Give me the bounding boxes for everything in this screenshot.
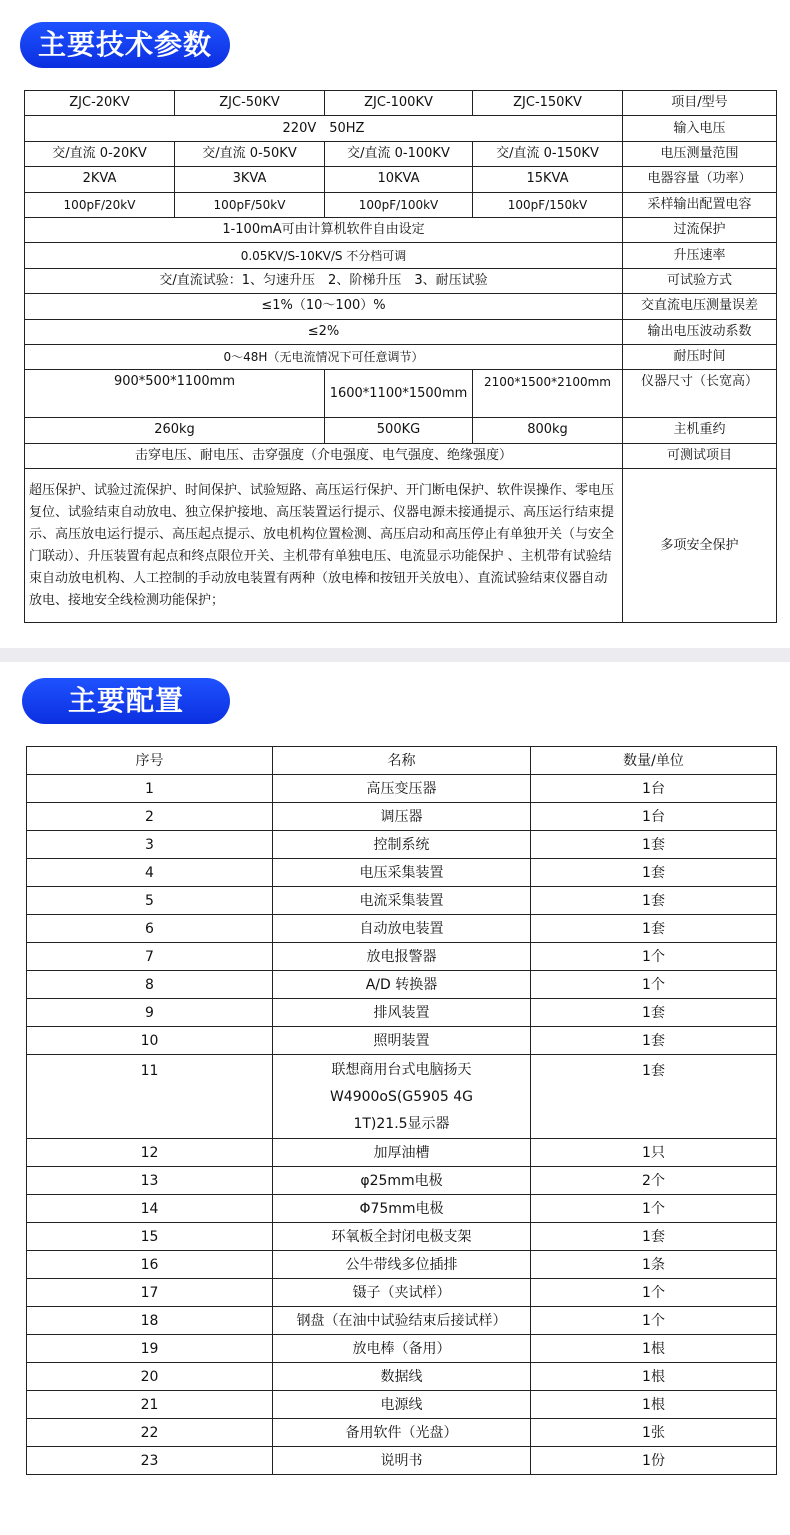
table-row <box>27 859 777 887</box>
item-name: 电压采集装置 <box>273 859 531 887</box>
item-name: 电流采集装置 <box>273 887 531 915</box>
value-cell: ≤2% <box>25 319 623 344</box>
table-row <box>27 1055 777 1139</box>
table-row <box>27 1139 777 1167</box>
item-name: 钢盘（在油中试验结束后接试样） <box>273 1307 531 1335</box>
value-cell: 0.05KV/S-10KV/S 不分档可调 <box>25 243 623 268</box>
row-number: 1 <box>27 775 273 803</box>
table-row <box>27 1279 777 1307</box>
row-number: 15 <box>27 1223 273 1251</box>
item-name: 排风装置 <box>273 999 531 1027</box>
row-label: 项目/型号 <box>623 91 777 116</box>
item-quantity: 1套 <box>531 1223 777 1251</box>
item-name: 调压器 <box>273 803 531 831</box>
row-label: 可试验方式 <box>623 268 777 293</box>
value-cell: 交/直流 0-20KV <box>25 141 175 166</box>
item-name: 公牛带线多位插排 <box>273 1251 531 1279</box>
table-row <box>25 443 777 468</box>
row-label: 输入电压 <box>623 116 777 141</box>
table-row <box>27 1447 777 1475</box>
column-header: 序号 <box>27 747 273 775</box>
model-cell: ZJC-20KV <box>25 91 175 116</box>
item-quantity: 1根 <box>531 1363 777 1391</box>
value-cell: 3KVA <box>175 167 325 192</box>
item-quantity: 1张 <box>531 1419 777 1447</box>
value-cell: 260kg <box>25 418 325 443</box>
table-row <box>27 775 777 803</box>
item-quantity: 1个 <box>531 1195 777 1223</box>
item-quantity: 1只 <box>531 1139 777 1167</box>
row-number: 7 <box>27 943 273 971</box>
value-cell: ≤1%（10～100）% <box>25 294 623 319</box>
row-label: 主机重约 <box>623 418 777 443</box>
row-number: 14 <box>27 1195 273 1223</box>
value-cell: 900*500*1100mm <box>25 370 325 418</box>
item-name: 高压变压器 <box>273 775 531 803</box>
table-row <box>27 999 777 1027</box>
row-number: 2 <box>27 803 273 831</box>
row-label: 可测试项目 <box>623 443 777 468</box>
table-row <box>27 1307 777 1335</box>
row-number: 13 <box>27 1167 273 1195</box>
row-number: 10 <box>27 1027 273 1055</box>
value-cell: 1-100mA可由计算机软件自由设定 <box>25 217 623 242</box>
table-row <box>25 217 777 242</box>
table-row <box>27 971 777 999</box>
item-quantity: 1根 <box>531 1335 777 1363</box>
value-cell: 2100*1500*2100mm <box>473 370 623 418</box>
item-name: 控制系统 <box>273 831 531 859</box>
row-number: 3 <box>27 831 273 859</box>
item-name: 电源线 <box>273 1391 531 1419</box>
row-number: 21 <box>27 1391 273 1419</box>
section-title-config: 主要配置 <box>22 678 230 724</box>
value-cell: 100pF/100kV <box>325 192 473 217</box>
item-quantity: 1个 <box>531 943 777 971</box>
config-table <box>26 746 777 1475</box>
row-number: 5 <box>27 887 273 915</box>
value-cell: 10KVA <box>325 167 473 192</box>
item-quantity: 1个 <box>531 1279 777 1307</box>
model-cell: ZJC-50KV <box>175 91 325 116</box>
item-name: 自动放电装置 <box>273 915 531 943</box>
table-row <box>27 943 777 971</box>
protection-text: 超压保护、试验过流保护、时间保护、试验短路、高压运行保护、开门断电保护、软件误操作、零电压复位、试验结束自动放电、独立保护接地、高压装置运行提示、仪器电源未接通提示、高压运行结束提示、高压放电运行提示、高压起点提示、放电机构位置检测、高压启动和高压停止有单独开关（与安全门联动）、升压装置有起点和终点限位开关、主机带有单独电压、电流显示功能保护 、主机带有试验结束自动放电机构、人工控制的手动放电装置有两种（放电棒和按钮开关放电）、直流试验结束仪器自动放电、接地安全线检测功能保护； <box>25 469 623 623</box>
row-number: 4 <box>27 859 273 887</box>
table-header-row <box>27 747 777 775</box>
item-quantity: 1套 <box>531 859 777 887</box>
table-row <box>27 1027 777 1055</box>
row-number: 16 <box>27 1251 273 1279</box>
section-title-tech-params: 主要技术参数 <box>20 22 230 68</box>
table-row <box>25 294 777 319</box>
value-cell: 0～48H（无电流情况下可任意调节） <box>25 344 623 369</box>
row-number: 19 <box>27 1335 273 1363</box>
item-name: 加厚油槽 <box>273 1139 531 1167</box>
tech-params-panel <box>0 0 790 648</box>
row-label: 电压测量范围 <box>623 141 777 166</box>
table-row <box>25 370 777 418</box>
row-number: 17 <box>27 1279 273 1307</box>
item-name: 数据线 <box>273 1363 531 1391</box>
value-cell: 500KG <box>325 418 473 443</box>
item-quantity: 1套 <box>531 1055 777 1139</box>
item-name: A/D 转换器 <box>273 971 531 999</box>
table-row <box>27 915 777 943</box>
table-row <box>27 1391 777 1419</box>
row-label: 升压速率 <box>623 243 777 268</box>
model-cell: ZJC-100KV <box>325 91 473 116</box>
model-cell: ZJC-150KV <box>473 91 623 116</box>
table-row <box>25 344 777 369</box>
table-row <box>27 1195 777 1223</box>
item-quantity: 1套 <box>531 831 777 859</box>
config-panel <box>0 662 790 1535</box>
table-row <box>25 469 777 623</box>
row-number: 12 <box>27 1139 273 1167</box>
value-cell: 交/直流 0-100KV <box>325 141 473 166</box>
row-label: 采样输出配置电容 <box>623 192 777 217</box>
item-quantity: 1台 <box>531 775 777 803</box>
row-label: 多项安全保护 <box>623 469 777 623</box>
row-number: 9 <box>27 999 273 1027</box>
row-number: 6 <box>27 915 273 943</box>
value-cell: 2KVA <box>25 167 175 192</box>
item-quantity: 1套 <box>531 1027 777 1055</box>
item-name: 照明装置 <box>273 1027 531 1055</box>
table-row <box>27 831 777 859</box>
item-quantity: 1个 <box>531 1307 777 1335</box>
column-header: 名称 <box>273 747 531 775</box>
row-label: 仪器尺寸（长宽高） <box>623 370 777 418</box>
item-quantity: 1套 <box>531 999 777 1027</box>
row-label: 交直流电压测量误差 <box>623 294 777 319</box>
table-row <box>27 887 777 915</box>
table-row <box>27 1251 777 1279</box>
table-row <box>27 1335 777 1363</box>
item-quantity: 1台 <box>531 803 777 831</box>
row-number: 23 <box>27 1447 273 1475</box>
value-cell: 100pF/150kV <box>473 192 623 217</box>
tech-params-table <box>24 90 777 623</box>
row-number: 11 <box>27 1055 273 1139</box>
value-cell: 交/直流 0-150KV <box>473 141 623 166</box>
column-header: 数量/单位 <box>531 747 777 775</box>
value-cell: 100pF/50kV <box>175 192 325 217</box>
row-number: 18 <box>27 1307 273 1335</box>
table-row <box>27 1223 777 1251</box>
item-quantity: 1套 <box>531 915 777 943</box>
value-cell: 交/直流试验：1、匀速升压 2、阶梯升压 3、耐压试验 <box>25 268 623 293</box>
value-cell: 1600*1100*1500mm <box>325 370 473 418</box>
item-name: 联想商用台式电脑扬天 W4900oS(G5905 4G 1T)21.5显示器 <box>273 1055 531 1139</box>
value-cell: 15KVA <box>473 167 623 192</box>
row-number: 22 <box>27 1419 273 1447</box>
table-row <box>25 418 777 443</box>
table-row <box>25 91 777 116</box>
table-row <box>25 319 777 344</box>
row-number: 8 <box>27 971 273 999</box>
table-row <box>25 192 777 217</box>
item-name: 备用软件（光盘） <box>273 1419 531 1447</box>
item-quantity: 1套 <box>531 887 777 915</box>
table-row <box>27 1419 777 1447</box>
row-number: 20 <box>27 1363 273 1391</box>
item-name: Φ75mm电极 <box>273 1195 531 1223</box>
item-name: 环氧板全封闭电极支架 <box>273 1223 531 1251</box>
row-label: 过流保护 <box>623 217 777 242</box>
value-cell: 交/直流 0-50KV <box>175 141 325 166</box>
value-cell: 击穿电压、耐电压、击穿强度（介电强度、电气强度、绝缘强度） <box>25 443 623 468</box>
item-name: 放电报警器 <box>273 943 531 971</box>
item-quantity: 2个 <box>531 1167 777 1195</box>
item-name: 镊子（夹试样） <box>273 1279 531 1307</box>
table-row <box>27 1167 777 1195</box>
value-cell: 220V 50HZ <box>25 116 623 141</box>
item-quantity: 1根 <box>531 1391 777 1419</box>
row-label: 电器容量（功率） <box>623 167 777 192</box>
item-name: 放电棒（备用） <box>273 1335 531 1363</box>
table-row <box>25 167 777 192</box>
table-row <box>25 268 777 293</box>
item-quantity: 1份 <box>531 1447 777 1475</box>
item-quantity: 1条 <box>531 1251 777 1279</box>
table-row <box>25 141 777 166</box>
table-row <box>27 1363 777 1391</box>
item-name: 说明书 <box>273 1447 531 1475</box>
value-cell: 100pF/20kV <box>25 192 175 217</box>
item-quantity: 1个 <box>531 971 777 999</box>
row-label: 耐压时间 <box>623 344 777 369</box>
table-row <box>25 116 777 141</box>
item-name: φ25mm电极 <box>273 1167 531 1195</box>
table-row <box>27 803 777 831</box>
value-cell: 800kg <box>473 418 623 443</box>
row-label: 输出电压波动系数 <box>623 319 777 344</box>
table-row <box>25 243 777 268</box>
